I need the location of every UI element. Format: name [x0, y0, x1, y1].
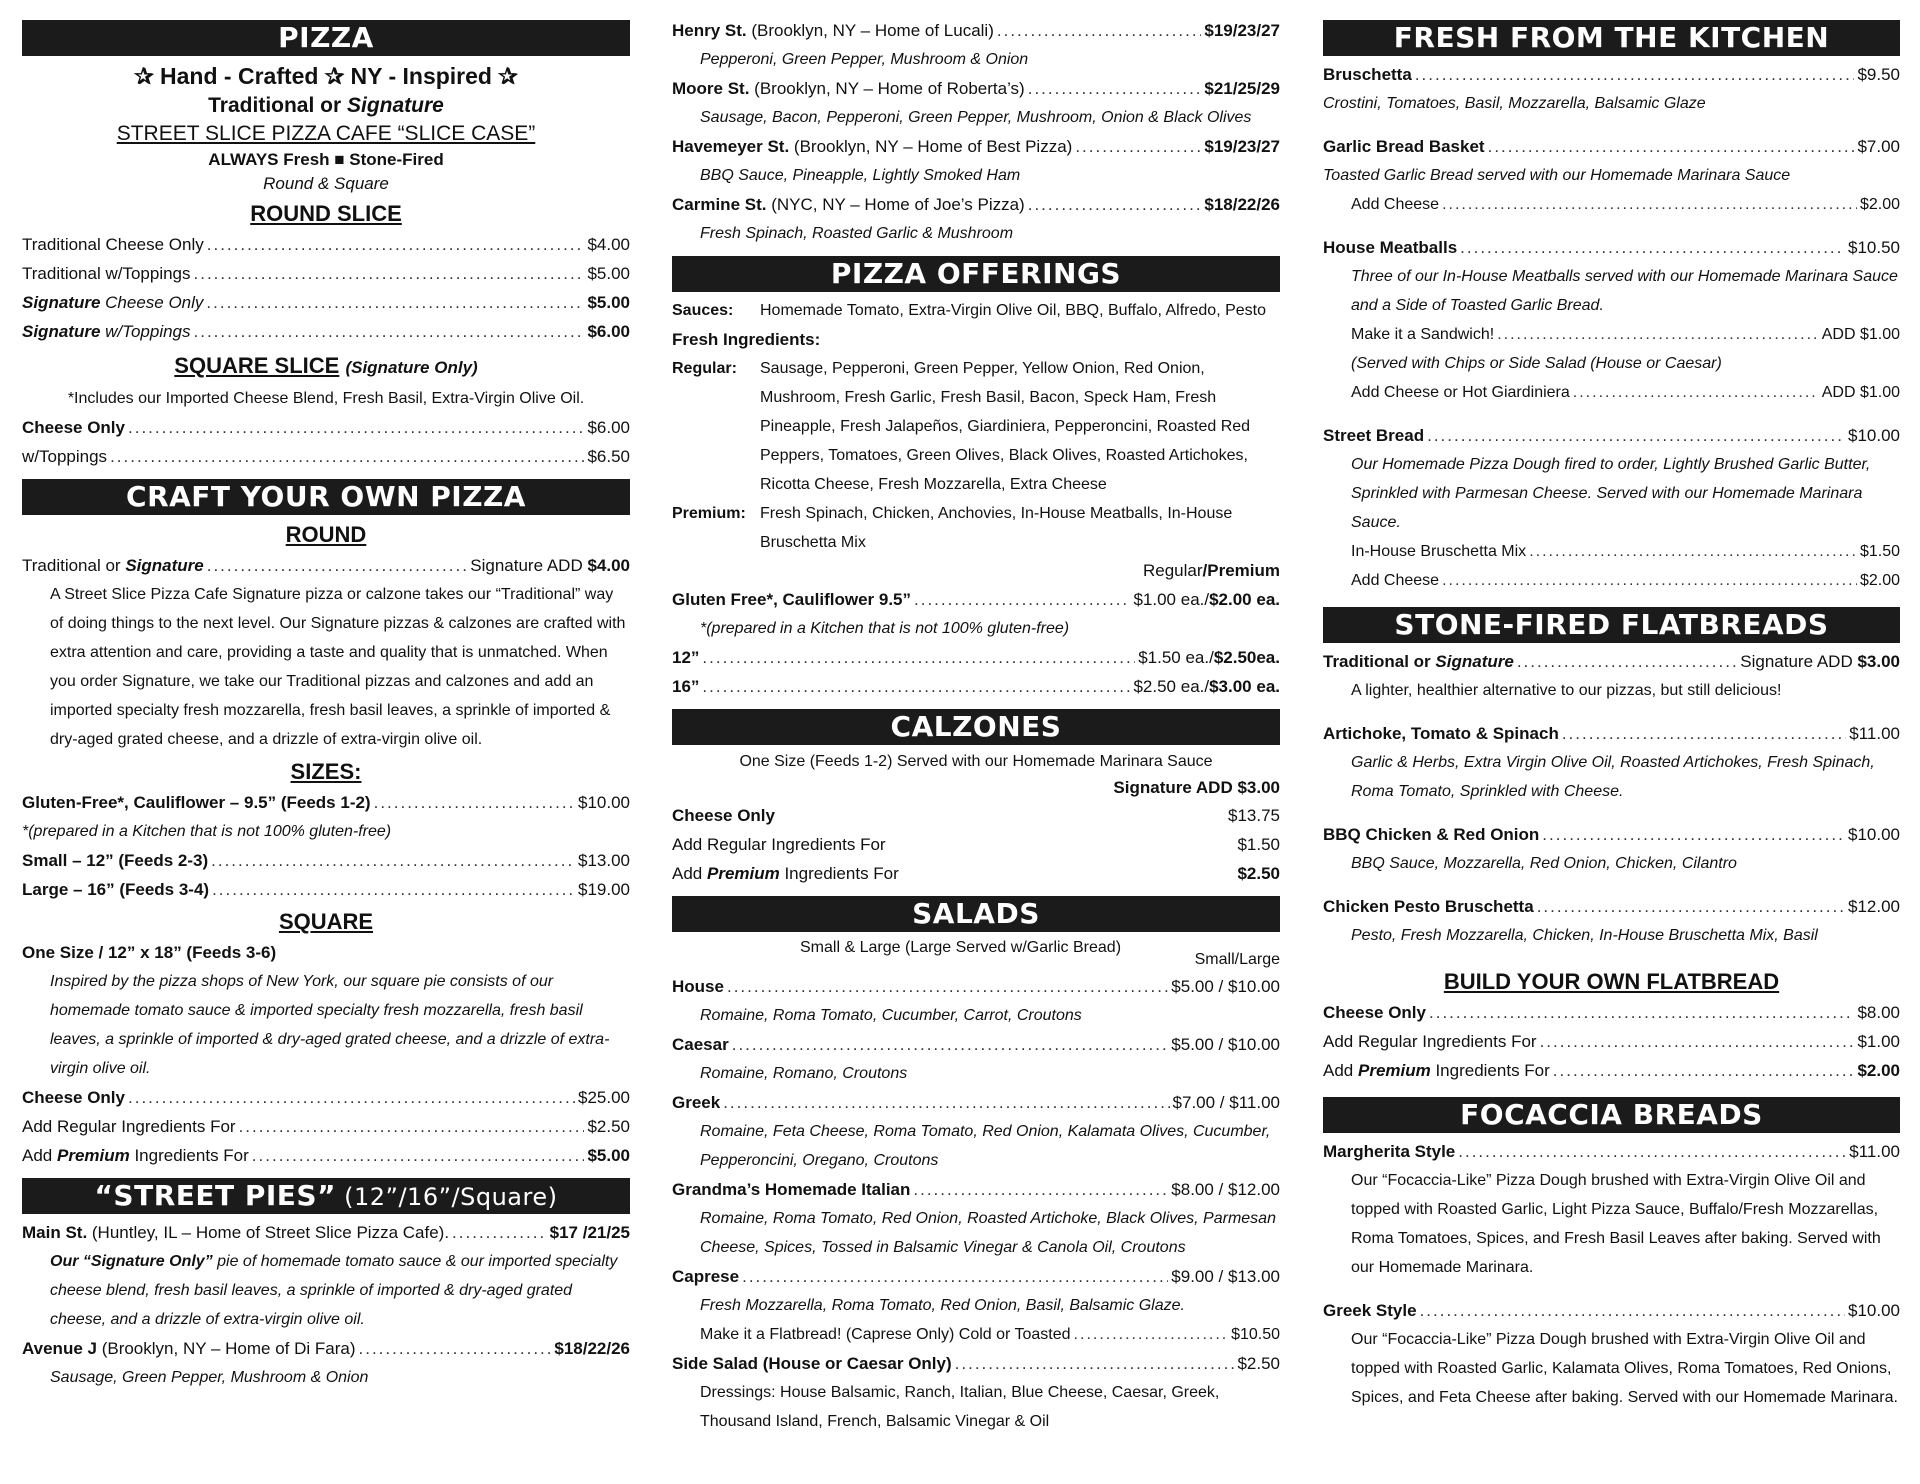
- offerings-header: PIZZA OFFERINGS: [672, 256, 1280, 292]
- gf-note: *(prepared in a Kitchen that is not 100% gluten-free): [22, 823, 392, 840]
- menu-item: Henry St. (Brooklyn, NY – Home of Lucali) ..... $19/23/27: [672, 16, 1280, 45]
- menu-item: Large – 16” (Feeds 3-4) ..... $19.00: [22, 875, 630, 904]
- flatbread-note: A lighter, healthier alternative to our pizzas, but still delicious!: [1351, 682, 1782, 699]
- menu-item: Traditional or Signature ..... Signature ADD $4.00: [22, 551, 630, 580]
- menu-item: Gluten-Free*, Cauliflower – 9.5” (Feeds 1-2) ..... $10.00: [22, 788, 630, 817]
- menu-item: House ..... $5.00 / $10.00: [672, 972, 1280, 1001]
- menu-item: Caesar ..... $5.00 / $10.00: [672, 1030, 1280, 1059]
- item-description: Our “Focaccia-Like” Pizza Dough brushed with Extra-Virgin Olive Oil and topped with Roasted Garlic, Light Pizza Sauce, Buffalo/Fresh Mozzarellas, Roma Tomatoes, Spices, and Fresh Basil Leaves after baking. Served with our Homemade Marinara.: [1351, 1172, 1881, 1276]
- round-slice-title: ROUND SLICE: [250, 201, 402, 226]
- menu-item: Chicken Pesto Bruschetta ..... $12.00: [1323, 892, 1900, 921]
- item-description: Our Homemade Pizza Dough fired to order, Lightly Brushed Garlic Butter, Sprinkled with Parmesan Cheese. Served with our Homemade Marinara Sauce.: [1351, 456, 1871, 531]
- menu-item: BBQ Chicken & Red Onion ..... $10.00: [1323, 820, 1900, 849]
- item-description: Sausage, Bacon, Pepperoni, Green Pepper, Mushroom, Onion & Black Olives: [700, 109, 1252, 126]
- menu-item: Margherita Style ..... $11.00: [1323, 1137, 1900, 1166]
- item-description: Pepperoni, Green Pepper, Mushroom & Onion: [700, 51, 1029, 68]
- calzone-signature-add: Signature ADD $3.00: [1113, 778, 1280, 797]
- menu-item: Cheese Only ..... $6.00: [22, 413, 630, 442]
- menu-item: Make it a Flatbread! (Caprese Only) Cold or Toasted ..... $10.50: [672, 1320, 1280, 1349]
- salads-subheader: Small & Large (Large Served w/Garlic Bread) Small/Large: [800, 939, 1280, 968]
- menu-item: Cheese Only $13.75: [672, 806, 1280, 825]
- item-description: Sausage, Green Pepper, Mushroom & Onion: [50, 1369, 369, 1386]
- includes-note: *Includes our Imported Cheese Blend, Fresh Basil, Extra-Virgin Olive Oil.: [67, 390, 585, 407]
- menu-item: Artichoke, Tomato & Spinach ..... $11.00: [1323, 719, 1900, 748]
- item-description: Fresh Spinach, Roasted Garlic & Mushroom: [700, 225, 1014, 242]
- signature-description: A Street Slice Pizza Cafe Signature pizza or calzone takes our “Traditional” way of doing things to the next level. Our Signature pizzas & calzones are crafted with extra attention and care, providing a taste and quality that is unmatched. When you order Signature, we take our Traditional pizzas and calzones and add an imported specialty fresh mozzarella, fresh basil leaves, a sprinkle of imported & dry-aged grated cheese, and a drizzle of extra-virgin olive oil.: [50, 586, 626, 748]
- pizza-header: PIZZA: [22, 20, 630, 56]
- tagline: ✰ Hand - Crafted ✰ NY - Inspired ✰: [134, 63, 518, 89]
- round-title: ROUND: [285, 522, 367, 547]
- menu-item: House Meatballs ..... $10.50: [1323, 233, 1900, 262]
- calzones-header: CALZONES: [672, 709, 1280, 745]
- item-description: Three of our In-House Meatballs served with our Homemade Marinara Sauce and a Side of Toasted Garlic Bread.: [1351, 268, 1898, 314]
- item-description: Our “Focaccia-Like” Pizza Dough brushed with Extra-Virgin Olive Oil and topped with Roasted Garlic, Kalamata Olives, Roma Tomatoes, Red Onions, Spices, and Feta Cheese after baking. Served with our Homemade Marinara.: [1351, 1331, 1898, 1406]
- menu-item: Gluten Free*, Cauliflower 9.5” ..... $1.00 ea./$2.00 ea.: [672, 585, 1280, 614]
- menu-item: Add Regular Ingredients For ..... $2.50: [22, 1112, 630, 1141]
- menu-item: Signature w/Toppings ..... $6.00: [22, 317, 630, 346]
- menu-item: Greek Style ..... $10.00: [1323, 1296, 1900, 1325]
- regular-premium-header: Regular/Premium: [1142, 561, 1280, 580]
- item-description: BBQ Sauce, Mozzarella, Red Onion, Chicken, Cilantro: [1351, 855, 1737, 872]
- sizes-title: SIZES:: [290, 759, 362, 784]
- dressings: Dressings: House Balsamic, Ranch, Italian, Blue Cheese, Caesar, Greek, Thousand Island, French, Balsamic Vinegar & Oil: [700, 1384, 1220, 1430]
- menu-item: Moore St. (Brooklyn, NY – Home of Roberta’s) ..... $21/25/29: [672, 74, 1280, 103]
- item-description: Romaine, Feta Cheese, Roma Tomato, Red Onion, Kalamata Olives, Cucumber, Pepperoncini, Oregano, Croutons: [700, 1123, 1271, 1169]
- menu-item: Traditional or Signature ..... Signature ADD $3.00: [1323, 647, 1900, 676]
- build-flatbread-title: BUILD YOUR OWN FLATBREAD: [1443, 969, 1780, 994]
- menu-item: Grandma’s Homemade Italian ..... $8.00 / $12.00: [672, 1175, 1280, 1204]
- trad-or-signature: Traditional or Signature: [208, 94, 444, 117]
- menu-item: Bruschetta ..... $9.50: [1323, 60, 1900, 89]
- item-description: Romaine, Roma Tomato, Cucumber, Carrot, Croutons: [700, 1007, 1082, 1024]
- menu-item: Make it a Sandwich! ..... ADD $1.00: [1323, 320, 1900, 349]
- menu-item: Add Cheese or Hot Giardiniera ..... ADD $1.00: [1323, 378, 1900, 407]
- menu-item: Cheese Only ..... $8.00: [1323, 998, 1900, 1027]
- item-description: Toasted Garlic Bread served with our Homemade Marinara Sauce: [1323, 167, 1791, 184]
- square-description: Inspired by the pizza shops of New York, our square pie consists of our homemade tomato sauce & imported specialty fresh mozzarella, fresh basil leaves, a sprinkle of imported & dry-aged grated cheese, and a drizzle of extra-virgin olive oil.: [50, 973, 610, 1077]
- menu-item: Street Bread ..... $10.00: [1323, 421, 1900, 450]
- column-right: [1323, 20, 1900, 1412]
- calzones-note: One Size (Feeds 1-2) Served with our Homemade Marinara Sauce: [739, 753, 1213, 770]
- menu-item: Side Salad (House or Caesar Only) ..... $2.50: [672, 1349, 1280, 1378]
- menu-item: Small – 12” (Feeds 2-3) ..... $13.00: [22, 846, 630, 875]
- regular-row: Regular: Sausage, Pepperoni, Green Pepper, Yellow Onion, Red Onion, Mushroom, Fresh Garlic, Fresh Basil, Bacon, Speck Ham, Fresh Pineapple, Fresh Jalapeños, Giardiniera, Pepperoncini, Roasted Red Peppers, Tomatoes, Green Olives, Black Olives, Roasted Artichokes, Ricotta Cheese, Fresh Mozzarella, Extra Cheese: [672, 360, 1251, 493]
- square-slice-title: SQUARE SLICE (Signature Only): [174, 353, 478, 378]
- salads-header: SALADS: [672, 896, 1280, 932]
- menu-item: Add Premium Ingredients For ..... $2.00: [1323, 1056, 1900, 1085]
- kitchen-header: FRESH FROM THE KITCHEN: [1323, 20, 1900, 56]
- menu-item: Traditional w/Toppings ..... $5.00: [22, 259, 630, 288]
- item-description: Pesto, Fresh Mozzarella, Chicken, In-House Bruschetta Mix, Basil: [1351, 927, 1818, 944]
- square-size: One Size / 12” x 18” (Feeds 3-6): [22, 943, 277, 962]
- menu-item: Greek ..... $7.00 / $11.00: [672, 1088, 1280, 1117]
- item-note: (Served with Chips or Side Salad (House or Caesar): [1351, 355, 1722, 372]
- premium-row: Premium: Fresh Spinach, Chicken, Anchovies, In-House Meatballs, In-House Bruschetta Mix: [672, 505, 1233, 551]
- menu-item: Add Cheese ..... $2.00: [1323, 566, 1900, 595]
- main-st-description: Our “Signature Only” pie of homemade tomato sauce & our imported specialty cheese blend, fresh basil leaves, a sprinkle of imported & dry-aged grated cheese, and a drizzle of extra-virgin olive oil.: [50, 1253, 618, 1328]
- craft-header: CRAFT YOUR OWN PIZZA: [22, 479, 630, 515]
- menu-item: Carmine St. (NYC, NY – Home of Joe’s Pizza) ..... $18/22/26: [672, 190, 1280, 219]
- menu-item: Signature Cheese Only ..... $5.00: [22, 288, 630, 317]
- menu-item: 16” ..... $2.50 ea./$3.00 ea.: [672, 672, 1280, 701]
- square-title: SQUARE: [278, 909, 374, 934]
- always-fresh: ALWAYS Fresh ■ Stone-Fired: [208, 150, 444, 169]
- menu-item: Add Regular Ingredients For $1.50: [672, 835, 1280, 854]
- fresh-ingredients-label: Fresh Ingredients:: [672, 330, 821, 349]
- item-description: Fresh Mozzarella, Roma Tomato, Red Onion, Basil, Balsamic Glaze.: [700, 1297, 1185, 1314]
- item-description: Crostini, Tomatoes, Basil, Mozzarella, Balsamic Glaze: [1323, 95, 1706, 112]
- menu-item: Add Cheese ..... $2.00: [1323, 190, 1900, 219]
- menu-item: 12” ..... $1.50 ea./$2.50ea.: [672, 643, 1280, 672]
- column-middle: [672, 16, 1280, 1436]
- flatbreads-header: STONE-FIRED FLATBREADS: [1323, 607, 1900, 643]
- sauces-row: Sauces: Homemade Tomato, Extra-Virgin Olive Oil, BBQ, Buffalo, Alfredo, Pesto: [672, 302, 1267, 319]
- menu-item: Add Premium Ingredients For ..... $5.00: [22, 1141, 630, 1170]
- item-description: Garlic & Herbs, Extra Virgin Olive Oil, Roasted Artichokes, Fresh Spinach, Roma Tomato, Sprinkled with Cheese.: [1351, 754, 1875, 800]
- slice-case-title: STREET SLICE PIZZA CAFE “SLICE CASE”: [116, 122, 536, 145]
- menu-item: Main St. (Huntley, IL – Home of Street Slice Pizza Cafe). ..... $17 /21/25: [22, 1218, 630, 1247]
- menu-item: w/Toppings ..... $6.50: [22, 442, 630, 471]
- menu-item: Garlic Bread Basket ..... $7.00: [1323, 132, 1900, 161]
- gf-note: *(prepared in a Kitchen that is not 100% gluten-free): [700, 620, 1070, 637]
- menu-item: Traditional Cheese Only ..... $4.00: [22, 230, 630, 259]
- menu-item: In-House Bruschetta Mix ..... $1.50: [1323, 537, 1900, 566]
- menu-item: Caprese ..... $9.00 / $13.00: [672, 1262, 1280, 1291]
- round-square-note: Round & Square: [263, 174, 389, 193]
- menu-item: Cheese Only ..... $25.00: [22, 1083, 630, 1112]
- item-description: BBQ Sauce, Pineapple, Lightly Smoked Ham: [700, 167, 1021, 184]
- menu-item: Add Regular Ingredients For ..... $1.00: [1323, 1027, 1900, 1056]
- menu-item: Havemeyer St. (Brooklyn, NY – Home of Best Pizza) ..... $19/23/27: [672, 132, 1280, 161]
- focaccia-header: FOCACCIA BREADS: [1323, 1097, 1900, 1133]
- item-description: Romaine, Romano, Croutons: [700, 1065, 908, 1082]
- street-pies-header: “STREET PIES” (12”/16”/Square): [22, 1178, 630, 1214]
- item-description: Romaine, Roma Tomato, Red Onion, Roasted Artichoke, Black Olives, Parmesan Cheese, Spices, Tossed in Balsamic Vinegar & Canola Oil, Croutons: [700, 1210, 1276, 1256]
- menu-item: Add Premium Ingredients For $2.50: [672, 864, 1280, 883]
- menu-item: Avenue J (Brooklyn, NY – Home of Di Fara) ..... $18/22/26: [22, 1334, 630, 1363]
- column-left: [22, 20, 630, 1392]
